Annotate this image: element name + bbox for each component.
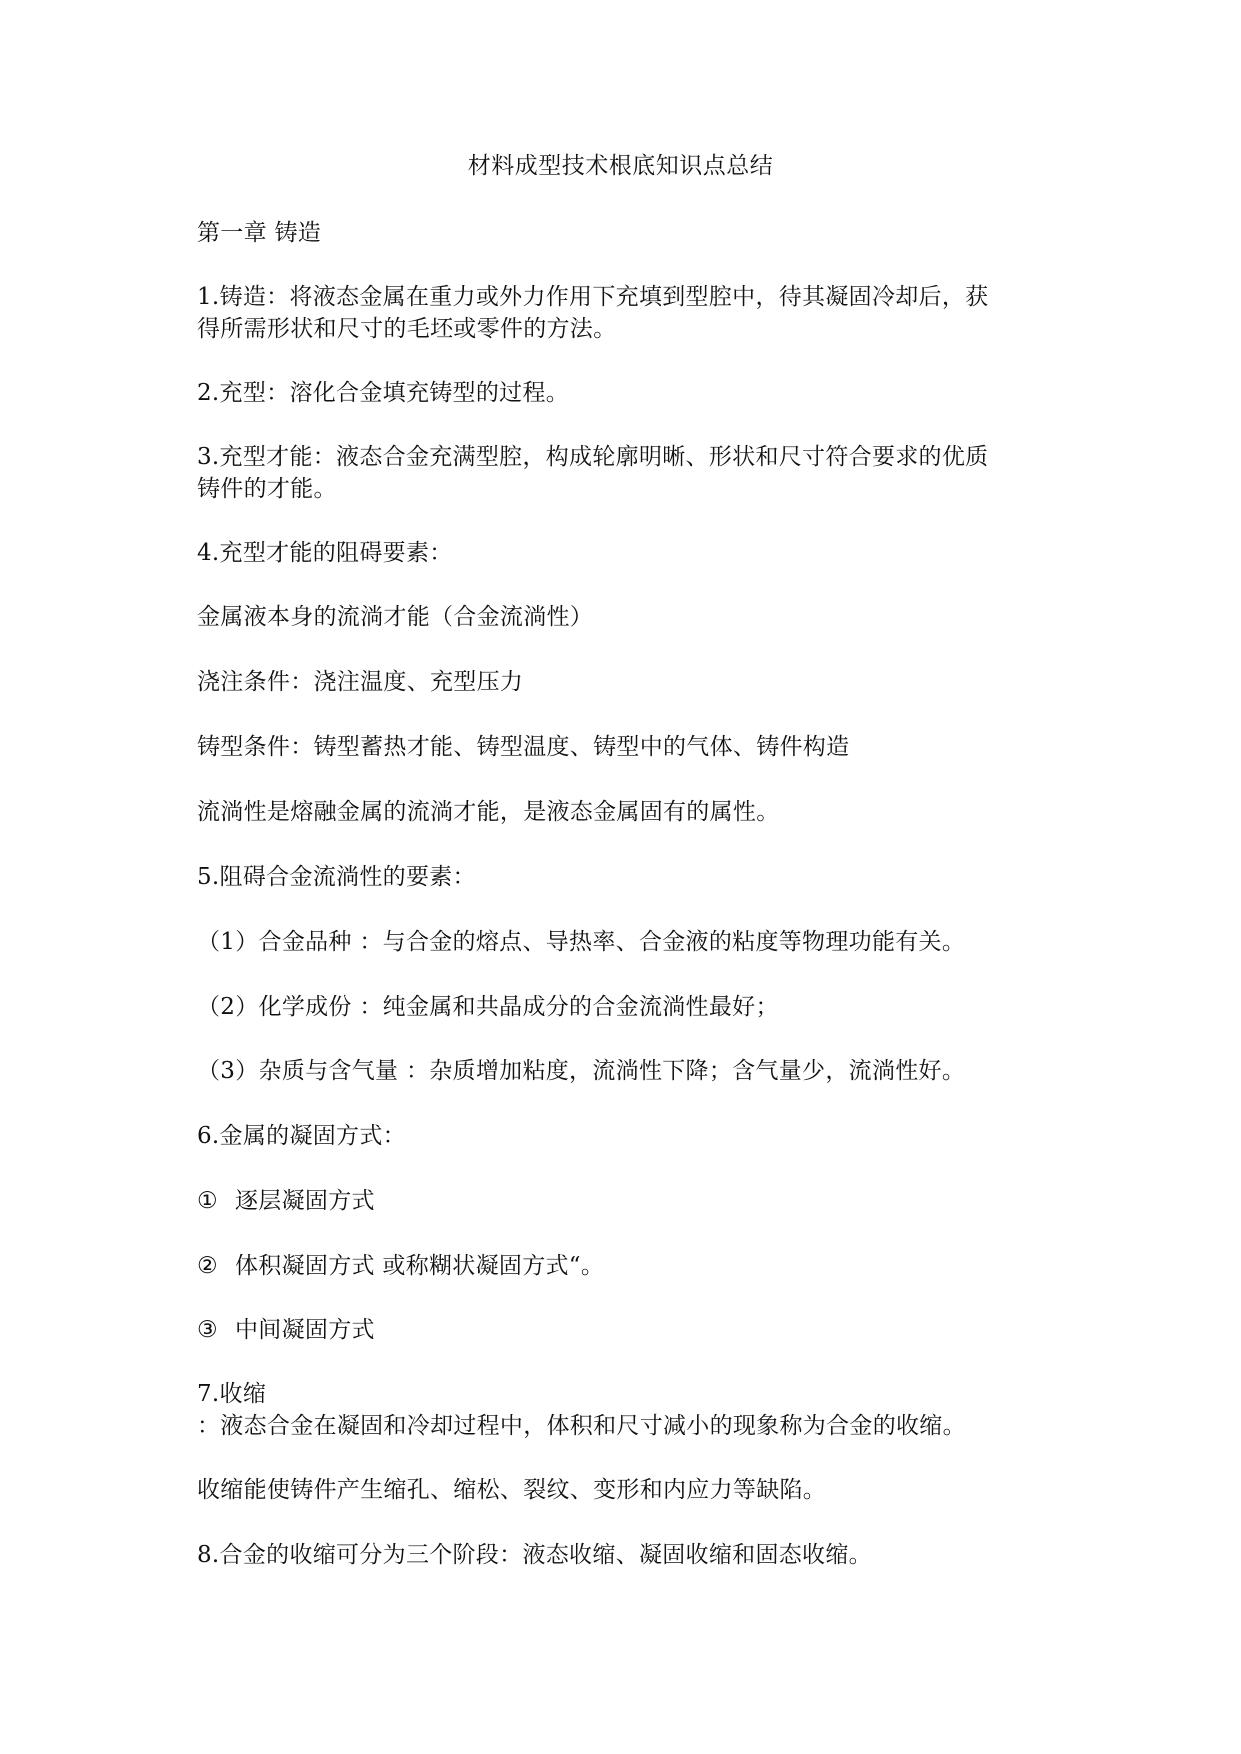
paragraph-1	[197, 281, 1057, 345]
paragraph-4d: 流淌性是熔融金属的流淌才能，是液态金属固有的属性。	[197, 799, 780, 825]
paragraph-2: 2.充型：溶化合金填充铸型的过程。	[197, 380, 570, 406]
paragraph-7	[197, 1378, 1057, 1442]
list-item-2-text: 体积凝固方式 或称糊状凝固方式“。	[235, 1253, 605, 1279]
paragraph-3-line-1: 3.充型才能：液态合金充满型腔，构成轮廓明晰、形状和尺寸符合要求的优质	[197, 444, 989, 470]
paragraph-4b: 浇注条件：浇注温度、充型压力	[197, 669, 524, 695]
list-item-3	[197, 1314, 1057, 1346]
chapter-heading: 第一章 铸造	[197, 220, 322, 246]
paragraph-4: 4.充型才能的阻碍要素：	[197, 540, 453, 566]
list-item-1	[197, 1185, 1057, 1217]
paragraph-5c: （3）杂质与含气量 ：杂质增加粘度，流淌性下降；含气量少，流淌性好。	[197, 1058, 966, 1084]
paragraph-7-line-1: 7.收缩	[197, 1381, 267, 1407]
paragraph-4a: 金属液本身的流淌才能（合金流淌性）	[197, 604, 594, 630]
paragraph-8: 8.合金的收缩可分为三个阶段：液态收缩、凝固收缩和固态收缩。	[197, 1542, 872, 1568]
paragraph-3	[197, 441, 1057, 505]
paragraph-5a: （1）合金品种 ：与合金的熔点、导热率、合金液的粘度等物理功能有关。	[197, 929, 966, 955]
paragraph-6: 6.金属的凝固方式：	[197, 1123, 406, 1149]
paragraph-5: 5.阻碍合金流淌性的要素：	[197, 864, 476, 890]
paragraph-1-line-2: 得所需形状和尺寸的毛坯或零件的方法。	[197, 316, 617, 342]
paragraph-1-line-1: 1.铸造：将液态金属在重力或外力作用下充填到型腔中，待其凝固冷却后，获	[197, 284, 989, 310]
list-item-1-text: 逐层凝固方式	[235, 1188, 375, 1214]
paragraph-7-line-2: ：液态合金在凝固和冷却过程中，体积和尺寸减小的现象称为合金的收缩。	[197, 1413, 966, 1439]
paragraph-5b: （2）化学成份 ：纯金属和共晶成分的合金流淌性最好；	[197, 994, 779, 1020]
list-item-3-text: 中间凝固方式	[235, 1317, 375, 1343]
paragraph-7a: 收缩能使铸件产生缩孔、缩松、裂纹、变形和内应力等缺陷。	[197, 1477, 827, 1503]
list-marker-2: ②	[197, 1253, 218, 1279]
list-marker-1: ①	[197, 1188, 218, 1214]
list-marker-3: ③	[197, 1317, 218, 1343]
paragraph-4c: 铸型条件：铸型蓄热才能、铸型温度、铸型中的气体、铸件构造	[197, 734, 850, 760]
list-item-2	[197, 1250, 1057, 1282]
document-title: 材料成型技术根底知识点总结	[467, 153, 774, 179]
paragraph-3-line-2: 铸件的才能。	[197, 476, 337, 502]
